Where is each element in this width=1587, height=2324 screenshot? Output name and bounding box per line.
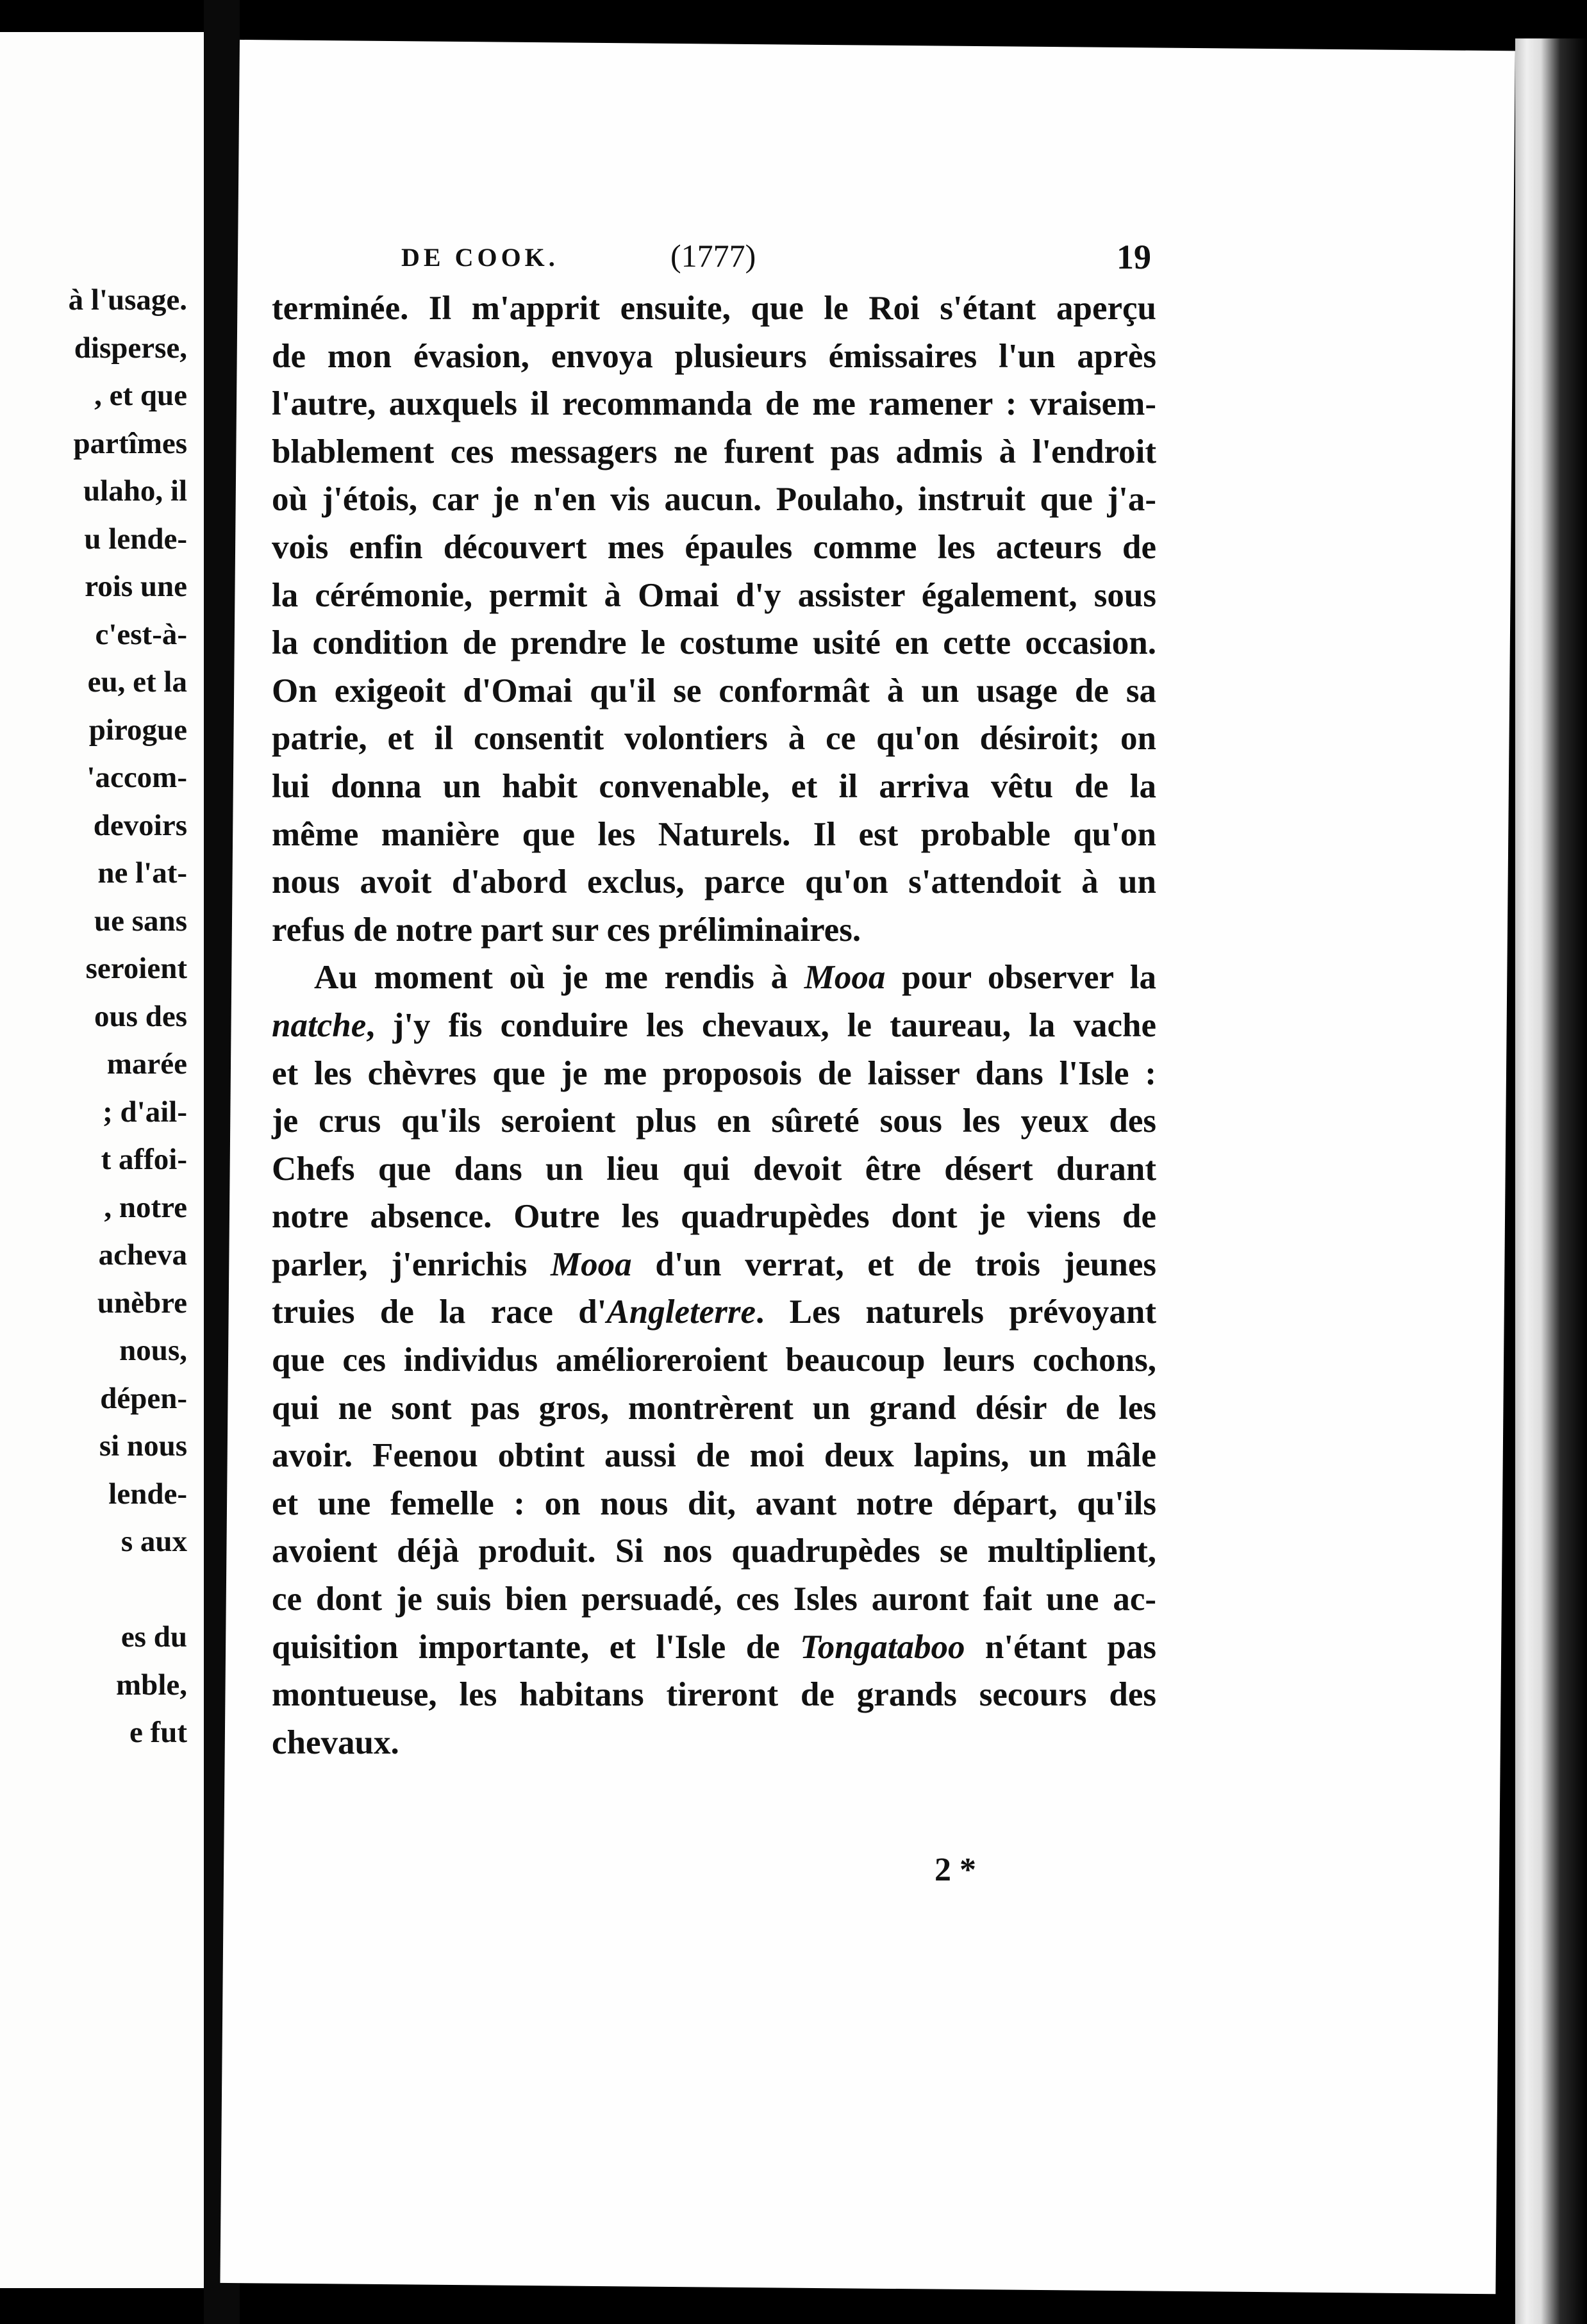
left-page-line: u lende- [84, 522, 187, 556]
text-line [272, 1193, 1156, 1241]
italic-term: Angleterre [606, 1293, 756, 1331]
left-page-line: disperse, [74, 331, 187, 365]
text-segment: chevaux. [272, 1723, 399, 1761]
text-line [272, 1097, 1156, 1145]
left-page-line: dépen- [100, 1381, 187, 1415]
text-segment: pour observer la [885, 959, 1157, 997]
text-segment: montueuse, les habitans tireront de grands secours des [272, 1676, 1156, 1714]
left-page-line: es du [120, 1620, 187, 1654]
text-line [272, 1623, 1156, 1672]
text-segment: nous avoit d'abord exclus, parce qu'on s'attendoit à un [272, 863, 1156, 901]
left-page-line: à l'usage. [68, 283, 187, 317]
text-line [272, 380, 1156, 428]
text-segment: Au moment où je me rendis à [314, 959, 804, 997]
text-line [272, 906, 1156, 954]
left-page-line: ulaho, il [83, 474, 187, 508]
text-line [272, 1575, 1156, 1623]
text-segment: notre absence. Outre les quadrupèdes dont je viens de [272, 1198, 1156, 1236]
text-segment: et les chèvres que je me proposois de laisser dans l'Isle : [272, 1054, 1156, 1092]
text-segment: Chefs que dans un lieu qui devoit être désert durant [272, 1150, 1156, 1188]
left-page-line: e fut [129, 1716, 187, 1749]
text-segment: truies de la race d' [272, 1293, 607, 1331]
text-segment: blablement ces messagers ne furent pas admis à l'endroit [272, 433, 1156, 470]
text-line [272, 1288, 1156, 1336]
running-head-title: DE COOK. [401, 243, 559, 272]
italic-term: Mooa [551, 1245, 632, 1283]
text-segment: refus de notre part sur ces préliminaires. [272, 911, 861, 949]
previous-page-fragment [0, 32, 204, 2288]
text-line [272, 333, 1156, 381]
left-page-line: ; d'ail- [103, 1095, 187, 1129]
left-page-line: ne l'at- [97, 856, 187, 890]
left-page-line: c'est-à- [95, 617, 187, 651]
text-line [272, 572, 1156, 620]
running-head [401, 237, 1151, 282]
italic-term: Mooa [804, 959, 886, 997]
text-segment: lui donna un habit convenable, et il arriva vêtu de la [272, 767, 1156, 805]
text-line [272, 1384, 1156, 1432]
left-page-line: , et que [94, 379, 187, 412]
left-page-line: ous des [94, 999, 187, 1033]
left-page-line: ue sans [94, 904, 187, 938]
text-segment: la cérémonie, permit à Omai d'y assister également, sous [272, 576, 1156, 614]
italic-term: natche [272, 1006, 367, 1044]
left-page-line: unèbre [97, 1286, 187, 1320]
left-page-line: s aux [120, 1525, 187, 1558]
text-segment: de mon évasion, envoya plusieurs émissaires l'un après [272, 337, 1156, 375]
left-page-line: t affoi- [101, 1143, 187, 1176]
text-line [272, 524, 1156, 572]
text-segment: parler, j'enrichis [272, 1245, 551, 1283]
running-head-year: (1777) [670, 238, 756, 274]
text-line [272, 1480, 1156, 1528]
text-line [272, 1671, 1156, 1719]
text-segment: , j'y fis conduire les chevaux, le taureau, la vache [366, 1006, 1156, 1044]
text-line [272, 1050, 1156, 1098]
text-line [272, 763, 1156, 811]
left-page-line: partîmes [73, 426, 187, 460]
text-segment: que ces individus amélioreroient beaucoup leurs cochons, [272, 1341, 1156, 1379]
text-segment: avoient déjà produit. Si nos quadrupèdes se multiplient, [272, 1532, 1156, 1570]
text-line [272, 1527, 1156, 1575]
text-line [272, 715, 1156, 763]
text-segment: ce dont je suis bien persuadé, ces Isles auront fait une ac- [272, 1581, 1156, 1618]
left-page-line: si nous [99, 1429, 187, 1463]
left-page-line: marée [106, 1047, 187, 1081]
text-segment: quisition importante, et l'Isle de [272, 1628, 801, 1666]
left-page-line: rois une [85, 570, 187, 603]
italic-term: Tongataboo [800, 1628, 965, 1666]
text-segment: je crus qu'ils seroient plus en sûreté sous les yeux des [272, 1102, 1156, 1140]
left-page-line: seroient [85, 952, 187, 985]
text-segment: et une femelle : on nous dit, avant notre départ, qu'ils [272, 1484, 1156, 1522]
text-segment: . Les naturels prévoyant [756, 1293, 1156, 1331]
text-segment: qui ne sont pas gros, montrèrent un grand désir de les [272, 1389, 1156, 1427]
text-segment: l'autre, auxquels il recommanda de me ramener : vraisem- [272, 385, 1156, 423]
text-line [272, 285, 1156, 333]
text-line [272, 811, 1156, 859]
left-page-line: , notre [104, 1190, 187, 1224]
text-segment: On exigeoit d'Omai qu'il se conformât à un usage de sa [272, 672, 1156, 710]
text-line [272, 476, 1156, 524]
text-segment: patrie, et il consentit volontiers à ce qu'on désiroit; on [272, 720, 1156, 758]
text-line [272, 619, 1156, 667]
body-text [272, 285, 1156, 1766]
left-page-line: 'accom- [87, 761, 187, 794]
text-segment: vois enfin découvert mes épaules comme les acteurs de [272, 528, 1156, 566]
left-page-line: devoirs [93, 808, 187, 842]
text-line [272, 1002, 1156, 1050]
text-line [272, 858, 1156, 906]
left-page-line: mble, [116, 1668, 187, 1702]
text-line [272, 667, 1156, 715]
text-line [272, 1241, 1156, 1289]
text-segment: la condition de prendre le costume usité en cette occasion. [272, 624, 1156, 662]
text-segment: où j'étois, car je n'en vis aucun. Poulaho, instruit que j'a- [272, 481, 1156, 519]
left-page-line: acheva [98, 1238, 187, 1272]
left-page-line: lende- [108, 1477, 187, 1511]
text-line [272, 428, 1156, 476]
text-segment: d'un verrat, et de trois jeunes [631, 1245, 1156, 1283]
page-number: 19 [1117, 238, 1151, 276]
signature-mark: 2 * [935, 1852, 976, 1888]
text-line [272, 1336, 1156, 1384]
text-line [272, 1719, 1156, 1767]
text-segment: n'étant pas [965, 1628, 1156, 1666]
text-segment: avoir. Feenou obtint aussi de moi deux lapins, un mâle [272, 1437, 1156, 1475]
text-line [272, 954, 1156, 1002]
left-page-line: eu, et la [87, 665, 187, 699]
page-edge [1515, 38, 1587, 2324]
text-segment: même manière que les Naturels. Il est probable qu'on [272, 815, 1156, 853]
text-line [272, 1432, 1156, 1480]
text-line [272, 1145, 1156, 1193]
left-page-line: pirogue [88, 713, 187, 747]
text-segment: terminée. Il m'apprit ensuite, que le Roi s'étant aperçu [272, 290, 1156, 327]
left-page-line: nous, [119, 1334, 187, 1367]
